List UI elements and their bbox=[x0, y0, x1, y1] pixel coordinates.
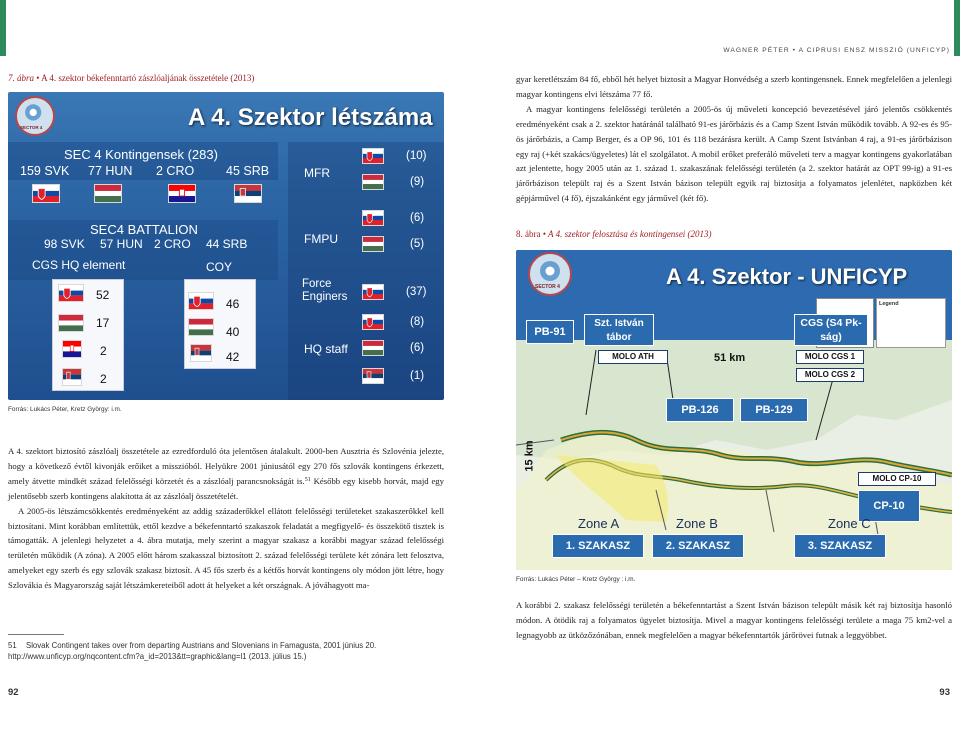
cgs-flag-serbia bbox=[62, 368, 82, 386]
count-hq-svk: (8) bbox=[410, 316, 425, 328]
coy-flag-serbia bbox=[190, 344, 212, 362]
zone-b-label: Zone B bbox=[676, 516, 718, 531]
distance-15km: 15 km bbox=[523, 440, 536, 472]
sec4-srb: 45 SRB bbox=[226, 164, 270, 178]
emblem-label: SECTOR 4 bbox=[20, 125, 43, 130]
footnote-ref: 51 bbox=[304, 476, 311, 483]
paragraph-r2: A magyar kontingens felelősségi területén a 2005-ös új műveleti koncepció bevezetésével járó jelentős csökkentés eredményeként csak a 2. szektor határánál található 91-es járőrbázis és a Camp Szent István működik tovább. A 92-es és 95-ös járőrbázis, a Camp Berger, és a OP 96, 101 és 118 bezárásra került. A Camp Szent Istvánban 4 raj, a 91-es járőrbázison egy raj (+két szakács/ügyeletes) lát el szolgálatot. A mobil erőket preferáló műveleti terv a magyar kontingens gyakorlatában azt jelentette, hogy 2005 után az 1. század 1. szakaszának felelősségi területén (a 2. szektor határát az OPT 99-ig) a 91-es járőrbázison települt raj és a Szent István bázison települt egyik raj biztosítja a folyamatos jelenlétet, napközben két gépjárművel (4 fő), éjszakánként egy járművel (két fő). bbox=[516, 103, 952, 204]
caption-text: • A 4. szektor békefenntartó zászlóaljának összetétele (2013) bbox=[34, 73, 255, 83]
figure-7-caption bbox=[8, 73, 254, 83]
molo-cp10-box: MOLO CP-10 bbox=[858, 472, 936, 486]
coy-flag-hungary bbox=[188, 318, 214, 336]
right-body bbox=[516, 72, 952, 206]
p1-text: A 4. szektort biztosító zászlóalj összetétele az ezredforduló óta jelentősen átalakult. 2000-ben Ausztria és Szlovénia jelezte, hogy a következő évtől kivonják erőiket a misszióból. Helyükre 2001 júniusától egy 270 fős szlovák kontingens érkezett, amely átvette mindkét század felelősségi körzetét és a zászlóalj parancsnokságát is. bbox=[8, 446, 444, 486]
cgs-hun-count: 17 bbox=[96, 316, 110, 330]
battalion-hun: 57 HUN bbox=[100, 237, 143, 251]
molo-cgs2-box: MOLO CGS 2 bbox=[796, 368, 864, 382]
flag-slovakia bbox=[32, 184, 60, 203]
szt-istvan-box: Szt. István tábor bbox=[584, 314, 654, 346]
left-body bbox=[8, 444, 444, 593]
caption-prefix: 7. ábra bbox=[8, 73, 35, 83]
molo-ath-box: MOLO ATH bbox=[598, 350, 668, 364]
caption8-text: • A 4. szektor felosztása és kontingensei (2013) bbox=[540, 229, 712, 239]
flag-hungary bbox=[94, 184, 122, 203]
battalion-composition-slide bbox=[8, 92, 444, 400]
distance-51km: 51 km bbox=[714, 352, 746, 364]
flag-serbia bbox=[234, 184, 262, 203]
coy-flag-slovakia bbox=[188, 292, 214, 310]
map-emblem-label: SECTOR 4 bbox=[535, 284, 560, 290]
cgs-svk-count: 52 bbox=[96, 288, 110, 302]
map-legend bbox=[876, 298, 946, 348]
platoon-3-box: 3. SZAKASZ bbox=[794, 534, 886, 558]
sec4-svk: 159 SVK bbox=[20, 164, 70, 178]
zone-c-label: Zone C bbox=[828, 516, 871, 531]
footnote-rule bbox=[8, 634, 64, 635]
battalion-title: SEC4 BATTALION bbox=[90, 222, 198, 237]
paragraph-r3: A korábbi 2. szakasz felelősségi területén a békefenntartást a Szent István bázison települt másik két raj biztosítja hasonló módon. A ötödik raj a folyamatos ügyelet biztosítja. Mivel a magyar kontingens felelősségi területe a maga 75 km2-vel a legnagyobb az ütközőzónában, ennek megfelelően a magyar békefenntartók járőrövei futnak a leggyöbbet. bbox=[516, 600, 952, 640]
accent-bar bbox=[0, 0, 6, 56]
figure-7-source: Forrás: Lukács Péter, Kretz György: i.m. bbox=[8, 406, 122, 413]
un-sector-emblem bbox=[528, 252, 572, 296]
count-engineers: (37) bbox=[406, 286, 427, 298]
zone-a-label: Zone A bbox=[578, 516, 620, 531]
cgs-flag-hungary bbox=[58, 314, 84, 332]
caption8-prefix: 8. ábra bbox=[516, 229, 541, 239]
unit-hq-staff: HQ staff bbox=[304, 342, 348, 356]
coy-srb-count: 42 bbox=[226, 350, 240, 364]
sector-map-slide bbox=[516, 250, 952, 570]
figure-8-caption bbox=[516, 229, 712, 239]
cp-10-box: CP-10 bbox=[858, 490, 920, 522]
cgs-cro-count: 2 bbox=[100, 344, 107, 358]
battalion-cro: 2 CRO bbox=[154, 237, 191, 251]
battalion-svk: 98 SVK bbox=[44, 237, 85, 251]
right-body-after bbox=[516, 598, 952, 643]
engineers-flag-slovakia bbox=[362, 284, 384, 300]
cgs-flag-croatia bbox=[62, 340, 82, 358]
mfr-flag-slovakia bbox=[362, 148, 384, 164]
mfr-flag-hungary bbox=[362, 174, 384, 190]
page-number-right: 93 bbox=[939, 687, 950, 698]
molo-cgs1-box: MOLO CGS 1 bbox=[796, 350, 864, 364]
count-hq-srb: (1) bbox=[410, 370, 425, 382]
count-mfr-hun: (9) bbox=[410, 176, 425, 188]
count-mfr-svk: (10) bbox=[406, 150, 427, 162]
page-number-left: 92 bbox=[8, 687, 19, 698]
slide-title: A 4. Szektor létszáma bbox=[188, 104, 433, 131]
footnote bbox=[8, 640, 444, 662]
figure-8-source: Forrás: Lukács Péter – Kretz György : i.m. bbox=[516, 576, 636, 583]
coy-svk-count: 46 bbox=[226, 297, 240, 311]
pb-129-box: PB-129 bbox=[740, 398, 808, 422]
footnote-number: 51 bbox=[8, 641, 17, 650]
paragraph-r1: gyar keretlétszám 84 fő, ebből hét helyet biztosít a Magyar Honvédség a szerb kontingensnek. Ennek megfelelően a jelenlegi magyar kontingens elvi létszáma 77 fő. bbox=[516, 74, 952, 99]
cgs-box: CGS (S4 Pk-ság) bbox=[794, 314, 868, 346]
legend-title: Legend bbox=[879, 301, 899, 307]
footnote-text: Slovak Contingent takes over from departing Austrians and Slovenians in Famagusta, 2001 június 20. http://www.unficyp.org/nqcontent.cfm?a_id=2013&tt=graphic&lang=l1 (2013. július 15.) bbox=[8, 641, 377, 661]
sec4-hun: 77 HUN bbox=[88, 164, 133, 178]
unit-mfr: MFR bbox=[304, 166, 330, 180]
unit-force-enginers: Force Enginers bbox=[302, 278, 348, 303]
platoon-2-box: 2. SZAKASZ bbox=[652, 534, 744, 558]
paragraph-2: A 2005-ös létszámcsökkentés eredményeként az addig századerőkkel ellátott felelősségi területeket szakaszerőkkel kell biztosítani. Mint korábban említettük, ettől kezdve a békefenntartó szakaszok feladatát a megfigyelő- és összekötő tisztek is támogatták. A jelenlegi helyzetet a 4. ábra mutatja, mely szerint a magyar szakasz a korábbi magyar század felelősségi területén működik (A zóna). A 2005 előtt három szakasszal biztosított 2. század felelősségi területe két zónára lett felosztva, amelyeket egy szerb és egy szlovák szakasz biztosít. A 45 fős szerb és a kétfős horvát kontingens oly módon jött létre, hogy Szlovákia és Magyarország saját létszámkereteiből adott át helyeket a két országnak. A jóváhagyott ma- bbox=[8, 505, 444, 591]
right-page bbox=[480, 0, 960, 739]
pb-91-box: PB-91 bbox=[526, 320, 574, 344]
battalion-srb: 44 SRB bbox=[206, 237, 248, 251]
un-emblem bbox=[15, 96, 55, 136]
cgs-srb-count: 2 bbox=[100, 372, 107, 386]
flag-croatia bbox=[168, 184, 196, 203]
map-title: A 4. Szektor - UNFICYP bbox=[666, 264, 908, 289]
pb-126-box: PB-126 bbox=[666, 398, 734, 422]
running-head: WAGNER PÉTER • A CIPRUSI ENSZ MISSZIÓ (UNFICYP) bbox=[723, 47, 950, 54]
paragraph-1 bbox=[8, 444, 444, 504]
cgs-flag-slovakia bbox=[58, 284, 84, 302]
hq-flag-serbia bbox=[362, 368, 384, 384]
sec4-cro: 2 CRO bbox=[156, 164, 195, 178]
hq-flag-hungary bbox=[362, 340, 384, 356]
coy-hun-count: 40 bbox=[226, 325, 240, 339]
accent-bar-right bbox=[954, 0, 960, 56]
coy-label: COY bbox=[206, 260, 233, 274]
unit-fmpu: FMPU bbox=[304, 232, 338, 246]
p1-text-cont: Később egy kisebb horvát, majd egy jelentősebb szerb kontingens alakította át az zászlóalj összetételét. bbox=[8, 475, 444, 501]
hq-flag-slovakia bbox=[362, 314, 384, 330]
fmpu-flag-hungary bbox=[362, 236, 384, 252]
sec4-title: SEC 4 Kontingensek (283) bbox=[64, 147, 218, 162]
cgs-hq-label: CGS HQ element bbox=[32, 258, 126, 272]
fmpu-flag-slovakia bbox=[362, 210, 384, 226]
count-fmpu-svk: (6) bbox=[410, 212, 425, 224]
count-fmpu-hun: (5) bbox=[410, 238, 425, 250]
platoon-1-box: 1. SZAKASZ bbox=[552, 534, 644, 558]
count-hq-hun: (6) bbox=[410, 342, 425, 354]
